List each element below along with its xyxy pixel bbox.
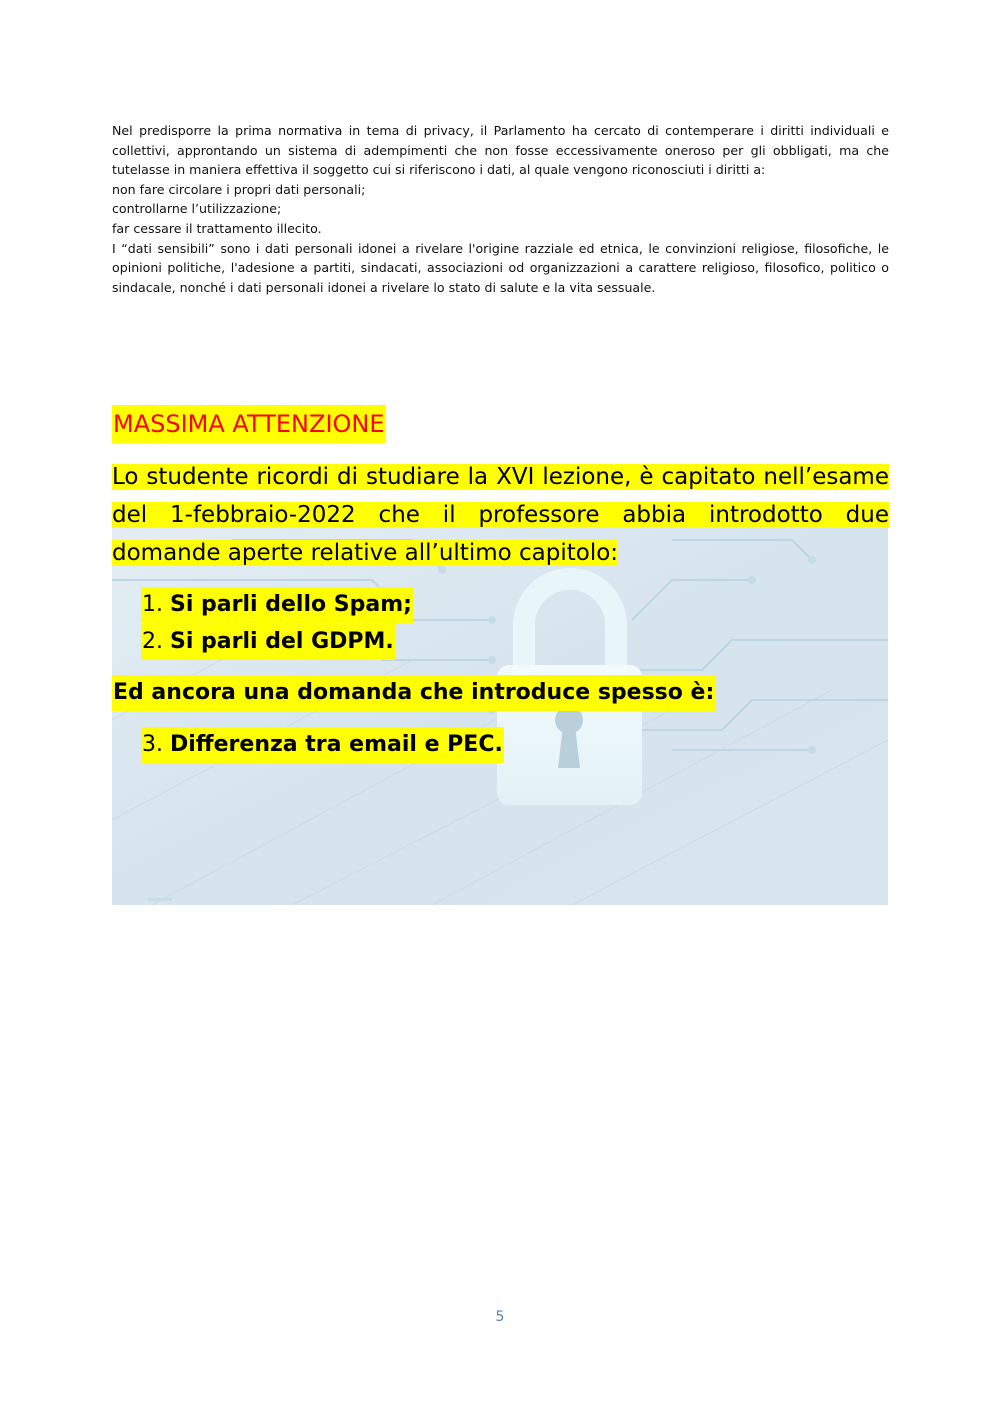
- rights-item: far cessare il trattamento illecito.: [112, 220, 322, 236]
- padlock-circuit-image: [112, 520, 888, 905]
- intro-paragraph: Nel predisporre la prima normativa in tema di privacy, il Parlamento ha cercato di contemperare i diritti individuali e collettivi, approntando un sistema di adempimenti che non fosse eccessivamente oneroso per gli obbligati, ma che tutelasse in maniera effettiva il soggetto cui si riferiscono i dati, al quale vengono riconosciuti i diritti a:: [112, 123, 889, 178]
- page-number: 5: [495, 1309, 505, 1325]
- extra-question-intro: Ed ancora una domanda che introduce spesso è:: [112, 675, 715, 711]
- notice-title: MASSIMA ATTENZIONE: [112, 405, 386, 443]
- sensitive-data-paragraph: I “dati sensibili” sono i dati personali idonei a rivelare l'origine razziale ed etnica, le convinzioni religiose, filosofiche, le opinioni politiche, l'adesione a partiti, sindacati, associazioni od organizzazioni a carattere religioso, filosofico, politico o sindacale, nonché i dati personali idonei a rivelare lo stato di salute e la vita sessuale.: [112, 240, 889, 295]
- question-number: 2.: [142, 629, 163, 654]
- question-text: Differenza tra email e PEC.: [170, 732, 503, 757]
- notice-body: [112, 458, 889, 572]
- intro-text: [112, 121, 889, 297]
- question-item: [141, 727, 504, 763]
- question-text: Si parli dello Spam;: [170, 592, 412, 617]
- rights-item: non fare circolare i propri dati personali;: [112, 181, 366, 197]
- question-number: 1.: [142, 592, 163, 617]
- rights-item: controllarne l’utilizzazione;: [112, 201, 282, 217]
- question-number: 3.: [142, 732, 163, 757]
- question-item: [141, 587, 413, 623]
- question-item: [141, 624, 395, 660]
- notice-body-text: Lo studente ricordi di studiare la XVI lezione, è capitato nell’esame del 1-febbraio-2022 che il professore abbia introdotto due domande aperte relative all’ultimo capitolo:: [112, 464, 889, 566]
- question-text: Si parli del GDPM.: [170, 629, 394, 654]
